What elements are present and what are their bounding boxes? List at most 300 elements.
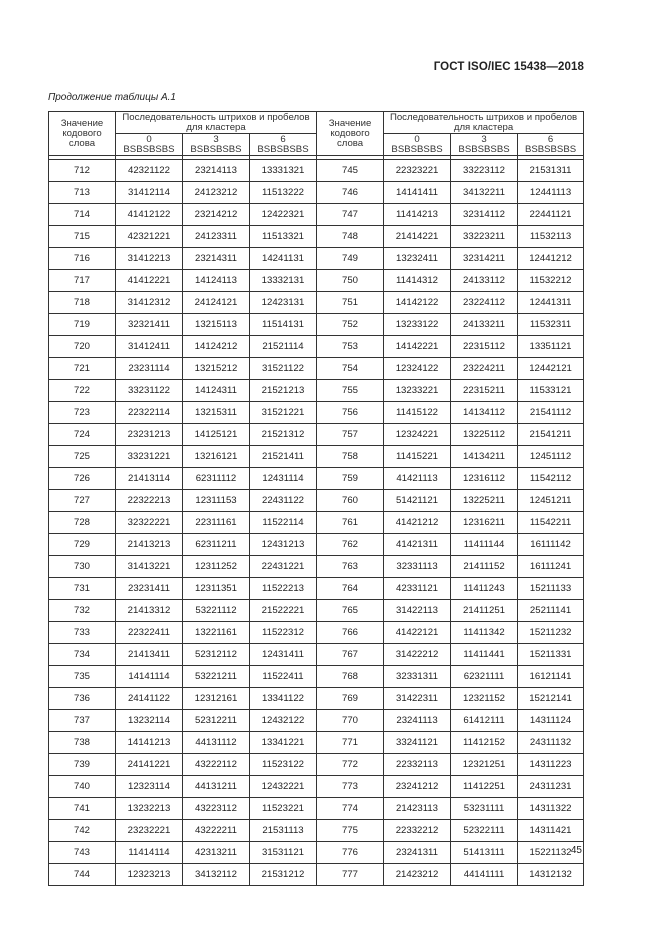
pattern-cell: 22431122	[250, 490, 317, 512]
pattern-cell: 16111142	[518, 534, 584, 556]
pattern-cell: 12431213	[250, 534, 317, 556]
codeword-cell: 744	[49, 864, 116, 886]
pattern-cell: 31413221	[116, 556, 183, 578]
pattern-cell: 14311223	[518, 754, 584, 776]
pattern-cell: 41421113	[384, 468, 451, 490]
pattern-cell: 21411251	[451, 600, 518, 622]
cluster-header: 0 BSBSBSBS	[116, 134, 183, 156]
pattern-cell: 13341221	[250, 732, 317, 754]
pattern-cell: 13215311	[183, 402, 250, 424]
table-row	[49, 776, 584, 798]
pattern-cell: 34132112	[183, 864, 250, 886]
codeword-cell: 775	[317, 820, 384, 842]
table-row	[49, 732, 584, 754]
pattern-cell: 24123311	[183, 226, 250, 248]
pattern-cell: 11513321	[250, 226, 317, 248]
codeword-cell: 773	[317, 776, 384, 798]
pattern-cell: 32331113	[384, 556, 451, 578]
pattern-cell: 41412221	[116, 270, 183, 292]
pattern-cell: 12323213	[116, 864, 183, 886]
pattern-cell: 21413114	[116, 468, 183, 490]
table-row	[49, 754, 584, 776]
pattern-cell: 23231114	[116, 358, 183, 380]
pattern-cell: 51421121	[384, 490, 451, 512]
pattern-cell: 12311351	[183, 578, 250, 600]
pattern-cell: 15211232	[518, 622, 584, 644]
pattern-cell: 22311161	[183, 512, 250, 534]
codeword-cell: 720	[49, 336, 116, 358]
pattern-cell: 11513222	[250, 182, 317, 204]
table-row	[49, 160, 584, 182]
codeword-cell: 719	[49, 314, 116, 336]
pattern-cell: 12422321	[250, 204, 317, 226]
pattern-cell: 33223112	[451, 160, 518, 182]
pattern-cell: 41421311	[384, 534, 451, 556]
pattern-cell: 21531113	[250, 820, 317, 842]
pattern-cell: 11532212	[518, 270, 584, 292]
pattern-cell: 33231122	[116, 380, 183, 402]
table-row	[49, 446, 584, 468]
pattern-cell: 14311124	[518, 710, 584, 732]
pattern-cell: 11533121	[518, 380, 584, 402]
codeword-cell: 751	[317, 292, 384, 314]
table-row	[49, 710, 584, 732]
pattern-cell: 32314112	[451, 204, 518, 226]
pattern-cell: 14241131	[250, 248, 317, 270]
pattern-cell: 33223211	[451, 226, 518, 248]
pattern-cell: 31531121	[250, 842, 317, 864]
table-row	[49, 820, 584, 842]
codeword-cell: 726	[49, 468, 116, 490]
pattern-cell: 12432122	[250, 710, 317, 732]
pattern-cell: 11522411	[250, 666, 317, 688]
pattern-cell: 11415221	[384, 446, 451, 468]
pattern-cell: 25211141	[518, 600, 584, 622]
pattern-cell: 31521221	[250, 402, 317, 424]
pattern-cell: 14124212	[183, 336, 250, 358]
pattern-cell: 11523221	[250, 798, 317, 820]
page-number: 45	[570, 845, 582, 856]
pattern-cell: 21521213	[250, 380, 317, 402]
pattern-cell: 12316112	[451, 468, 518, 490]
pattern-cell: 24311231	[518, 776, 584, 798]
table-row	[49, 226, 584, 248]
pattern-cell: 13215113	[183, 314, 250, 336]
pattern-cell: 33231221	[116, 446, 183, 468]
pattern-cell: 23231213	[116, 424, 183, 446]
table-row	[49, 490, 584, 512]
pattern-cell: 24123212	[183, 182, 250, 204]
pattern-cell: 11523122	[250, 754, 317, 776]
codeword-cell: 724	[49, 424, 116, 446]
table-row	[49, 622, 584, 644]
codeword-cell: 748	[317, 226, 384, 248]
table-row	[49, 864, 584, 886]
table-row	[49, 182, 584, 204]
pattern-cell: 44141111	[451, 864, 518, 886]
codeword-cell: 725	[49, 446, 116, 468]
pattern-cell: 12312161	[183, 688, 250, 710]
pattern-cell: 62311112	[183, 468, 250, 490]
pattern-cell: 21531212	[250, 864, 317, 886]
pattern-cell: 13232411	[384, 248, 451, 270]
pattern-cell: 13232213	[116, 798, 183, 820]
pattern-cell: 31412411	[116, 336, 183, 358]
pattern-cell: 41412122	[116, 204, 183, 226]
codeword-cell: 774	[317, 798, 384, 820]
codeword-cell: 734	[49, 644, 116, 666]
pattern-cell: 41421212	[384, 512, 451, 534]
pattern-cell: 21541112	[518, 402, 584, 424]
pattern-cell: 41422121	[384, 622, 451, 644]
pattern-cell: 21423212	[384, 864, 451, 886]
pattern-cell: 32321411	[116, 314, 183, 336]
codeword-cell: 735	[49, 666, 116, 688]
cluster-header: 3 BSBSBSBS	[183, 134, 250, 156]
pattern-cell: 11414312	[384, 270, 451, 292]
pattern-cell: 21522221	[250, 600, 317, 622]
codeword-cell: 727	[49, 490, 116, 512]
pattern-cell: 53221211	[183, 666, 250, 688]
pattern-cell: 16111241	[518, 556, 584, 578]
pattern-cell: 31422311	[384, 688, 451, 710]
codeword-cell: 777	[317, 864, 384, 886]
pattern-cell: 14134211	[451, 446, 518, 468]
pattern-cell: 53221112	[183, 600, 250, 622]
pattern-cell: 22332113	[384, 754, 451, 776]
pattern-cell: 11411144	[451, 534, 518, 556]
codeword-cell: 738	[49, 732, 116, 754]
pattern-cell: 52322111	[451, 820, 518, 842]
pattern-cell: 24133112	[451, 270, 518, 292]
pattern-cell: 42331121	[384, 578, 451, 600]
pattern-cell: 23224112	[451, 292, 518, 314]
pattern-cell: 22315211	[451, 380, 518, 402]
codeword-cell: 750	[317, 270, 384, 292]
pattern-cell: 43222211	[183, 820, 250, 842]
pattern-cell: 31422113	[384, 600, 451, 622]
codeword-cell: 769	[317, 688, 384, 710]
codeword-cell: 733	[49, 622, 116, 644]
pattern-cell: 32322221	[116, 512, 183, 534]
pattern-cell: 43222112	[183, 754, 250, 776]
codeword-cell: 772	[317, 754, 384, 776]
pattern-cell: 44131112	[183, 732, 250, 754]
codeword-cell: 716	[49, 248, 116, 270]
codeword-cell: 763	[317, 556, 384, 578]
pattern-cell: 21414221	[384, 226, 451, 248]
pattern-cell: 14311322	[518, 798, 584, 820]
pattern-cell: 14142221	[384, 336, 451, 358]
pattern-cell: 24141221	[116, 754, 183, 776]
pattern-cell: 12321251	[451, 754, 518, 776]
pattern-cell: 12324221	[384, 424, 451, 446]
codeword-cell: 768	[317, 666, 384, 688]
pattern-cell: 22332212	[384, 820, 451, 842]
pattern-cell: 44131211	[183, 776, 250, 798]
pattern-cell: 42321122	[116, 160, 183, 182]
codeword-cell: 731	[49, 578, 116, 600]
table-row	[49, 336, 584, 358]
pattern-cell: 13331321	[250, 160, 317, 182]
pattern-cell: 12311252	[183, 556, 250, 578]
codeword-cell: 721	[49, 358, 116, 380]
codeword-cell: 739	[49, 754, 116, 776]
codeword-cell: 760	[317, 490, 384, 512]
codeword-cell: 764	[317, 578, 384, 600]
pattern-cell: 12323114	[116, 776, 183, 798]
pattern-cell: 23214113	[183, 160, 250, 182]
codeword-cell: 753	[317, 336, 384, 358]
pattern-cell: 22323221	[384, 160, 451, 182]
codeword-cell: 755	[317, 380, 384, 402]
pattern-cell: 42321221	[116, 226, 183, 248]
codeword-cell: 761	[317, 512, 384, 534]
pattern-cell: 13221161	[183, 622, 250, 644]
pattern-cell: 22441121	[518, 204, 584, 226]
table-row	[49, 666, 584, 688]
pattern-cell: 21521114	[250, 336, 317, 358]
pattern-cell: 11522114	[250, 512, 317, 534]
pattern-cell: 11411243	[451, 578, 518, 600]
pattern-cell: 13332131	[250, 270, 317, 292]
pattern-cell: 15221132	[518, 842, 584, 864]
codeword-cell: 758	[317, 446, 384, 468]
pattern-cell: 51413111	[451, 842, 518, 864]
pattern-cell: 12423131	[250, 292, 317, 314]
pattern-cell: 21521411	[250, 446, 317, 468]
codeword-cell: 732	[49, 600, 116, 622]
pattern-cell: 14141213	[116, 732, 183, 754]
pattern-cell: 22322411	[116, 622, 183, 644]
pattern-cell: 22431221	[250, 556, 317, 578]
pattern-cell: 11414213	[384, 204, 451, 226]
pattern-cell: 13233221	[384, 380, 451, 402]
table-row	[49, 842, 584, 864]
pattern-cell: 22322213	[116, 490, 183, 512]
pattern-cell: 31521122	[250, 358, 317, 380]
codeword-cell: 746	[317, 182, 384, 204]
pattern-cell: 12441212	[518, 248, 584, 270]
pattern-cell: 11522213	[250, 578, 317, 600]
pattern-cell: 11412251	[451, 776, 518, 798]
pattern-cell: 32314211	[451, 248, 518, 270]
pattern-cell: 12316211	[451, 512, 518, 534]
table-row	[49, 204, 584, 226]
codeword-cell: 776	[317, 842, 384, 864]
codeword-table	[48, 111, 584, 886]
codeword-cell: 712	[49, 160, 116, 182]
pattern-cell: 14134112	[451, 402, 518, 424]
pattern-cell: 32331311	[384, 666, 451, 688]
table-row	[49, 292, 584, 314]
pattern-cell: 13216121	[183, 446, 250, 468]
codeword-cell: 752	[317, 314, 384, 336]
codeword-cell: 730	[49, 556, 116, 578]
pattern-cell: 42313211	[183, 842, 250, 864]
pattern-cell: 13225112	[451, 424, 518, 446]
table-row	[49, 534, 584, 556]
pattern-cell: 22322114	[116, 402, 183, 424]
codeword-header-right: Значение кодового слова	[317, 112, 384, 156]
pattern-cell: 23241311	[384, 842, 451, 864]
pattern-cell: 24124121	[183, 292, 250, 314]
pattern-cell: 21541211	[518, 424, 584, 446]
pattern-cell: 34132211	[451, 182, 518, 204]
pattern-cell: 11532311	[518, 314, 584, 336]
pattern-cell: 14125121	[183, 424, 250, 446]
codeword-cell: 771	[317, 732, 384, 754]
codeword-cell: 722	[49, 380, 116, 402]
table-row	[49, 468, 584, 490]
table-row	[49, 578, 584, 600]
pattern-cell: 31412312	[116, 292, 183, 314]
codeword-cell: 742	[49, 820, 116, 842]
pattern-cell: 23224211	[451, 358, 518, 380]
codeword-cell: 770	[317, 710, 384, 732]
pattern-cell: 13233122	[384, 314, 451, 336]
codeword-cell: 767	[317, 644, 384, 666]
pattern-cell: 12431114	[250, 468, 317, 490]
pattern-cell: 31412114	[116, 182, 183, 204]
pattern-cell: 14141114	[116, 666, 183, 688]
pattern-cell: 11514131	[250, 314, 317, 336]
pattern-cell: 61412111	[451, 710, 518, 732]
pattern-cell: 12324122	[384, 358, 451, 380]
codeword-cell: 741	[49, 798, 116, 820]
codeword-cell: 762	[317, 534, 384, 556]
table-row	[49, 556, 584, 578]
pattern-cell: 12451211	[518, 490, 584, 512]
pattern-cell: 23241212	[384, 776, 451, 798]
cluster-header: 6 BSBSBSBS	[518, 134, 584, 156]
pattern-cell: 14124311	[183, 380, 250, 402]
pattern-cell: 11532113	[518, 226, 584, 248]
codeword-cell: 766	[317, 622, 384, 644]
table-row	[49, 644, 584, 666]
pattern-cell: 15211331	[518, 644, 584, 666]
pattern-cell: 62321111	[451, 666, 518, 688]
pattern-cell: 52312211	[183, 710, 250, 732]
table-row	[49, 402, 584, 424]
codeword-cell: 714	[49, 204, 116, 226]
codeword-cell: 745	[317, 160, 384, 182]
codeword-header-left: Значение кодового слова	[49, 112, 116, 156]
pattern-cell: 12441311	[518, 292, 584, 314]
codeword-cell: 765	[317, 600, 384, 622]
codeword-cell: 713	[49, 182, 116, 204]
pattern-cell: 12321152	[451, 688, 518, 710]
pattern-cell: 13215212	[183, 358, 250, 380]
pattern-cell: 23231411	[116, 578, 183, 600]
pattern-cell: 24133211	[451, 314, 518, 336]
cluster-header: 3 BSBSBSBS	[451, 134, 518, 156]
table-row	[49, 600, 584, 622]
codeword-cell: 715	[49, 226, 116, 248]
table-caption: Продолжение таблицы А.1	[48, 92, 176, 103]
codeword-cell: 728	[49, 512, 116, 534]
table-row	[49, 424, 584, 446]
pattern-cell: 14142122	[384, 292, 451, 314]
pattern-cell: 24141122	[116, 688, 183, 710]
codeword-cell: 743	[49, 842, 116, 864]
pattern-cell: 13341122	[250, 688, 317, 710]
pattern-cell: 13351121	[518, 336, 584, 358]
table-row	[49, 512, 584, 534]
pattern-cell: 13232114	[116, 710, 183, 732]
table-row	[49, 248, 584, 270]
table-row	[49, 380, 584, 402]
codeword-cell: 747	[317, 204, 384, 226]
pattern-cell: 21411152	[451, 556, 518, 578]
pattern-cell: 21531311	[518, 160, 584, 182]
pattern-cell: 15212141	[518, 688, 584, 710]
pattern-cell: 15211133	[518, 578, 584, 600]
pattern-cell: 12451112	[518, 446, 584, 468]
pattern-cell: 22315112	[451, 336, 518, 358]
pattern-cell: 11522312	[250, 622, 317, 644]
pattern-cell: 11414114	[116, 842, 183, 864]
pattern-cell: 12442121	[518, 358, 584, 380]
pattern-cell: 11415122	[384, 402, 451, 424]
codeword-cell: 756	[317, 402, 384, 424]
codeword-cell: 736	[49, 688, 116, 710]
pattern-cell: 13225211	[451, 490, 518, 512]
pattern-cell: 12432221	[250, 776, 317, 798]
codeword-cell: 754	[317, 358, 384, 380]
pattern-cell: 23232221	[116, 820, 183, 842]
codeword-cell: 737	[49, 710, 116, 732]
pattern-cell: 21413213	[116, 534, 183, 556]
pattern-cell: 14124113	[183, 270, 250, 292]
pattern-cell: 11411441	[451, 644, 518, 666]
table-row	[49, 688, 584, 710]
pattern-cell: 33241121	[384, 732, 451, 754]
pattern-cell: 62311211	[183, 534, 250, 556]
pattern-cell: 31422212	[384, 644, 451, 666]
pattern-cell: 52312112	[183, 644, 250, 666]
pattern-cell: 53231111	[451, 798, 518, 820]
table-row	[49, 358, 584, 380]
codeword-cell: 749	[317, 248, 384, 270]
table-row	[49, 314, 584, 336]
pattern-cell: 11542211	[518, 512, 584, 534]
cluster-header: 0 BSBSBSBS	[384, 134, 451, 156]
table-row	[49, 798, 584, 820]
codeword-cell: 718	[49, 292, 116, 314]
codeword-cell: 759	[317, 468, 384, 490]
table-row	[49, 270, 584, 292]
pattern-cell: 11412152	[451, 732, 518, 754]
pattern-cell: 12431411	[250, 644, 317, 666]
pattern-cell: 21423113	[384, 798, 451, 820]
sequence-header-left: Последовательность штрихов и пробелов для кластера	[116, 112, 317, 134]
pattern-cell: 14311421	[518, 820, 584, 842]
pattern-cell: 12311153	[183, 490, 250, 512]
codeword-cell: 717	[49, 270, 116, 292]
document-standard-header: ГОСТ ISO/IEC 15438—2018	[433, 61, 584, 73]
pattern-cell: 21413411	[116, 644, 183, 666]
pattern-cell: 23214212	[183, 204, 250, 226]
codeword-cell: 723	[49, 402, 116, 424]
table-body	[49, 156, 584, 886]
sequence-header-right: Последовательность штрихов и пробелов для кластера	[384, 112, 584, 134]
codeword-cell: 729	[49, 534, 116, 556]
pattern-cell: 14312132	[518, 864, 584, 886]
pattern-cell: 24311132	[518, 732, 584, 754]
pattern-cell: 23241113	[384, 710, 451, 732]
pattern-cell: 11542112	[518, 468, 584, 490]
